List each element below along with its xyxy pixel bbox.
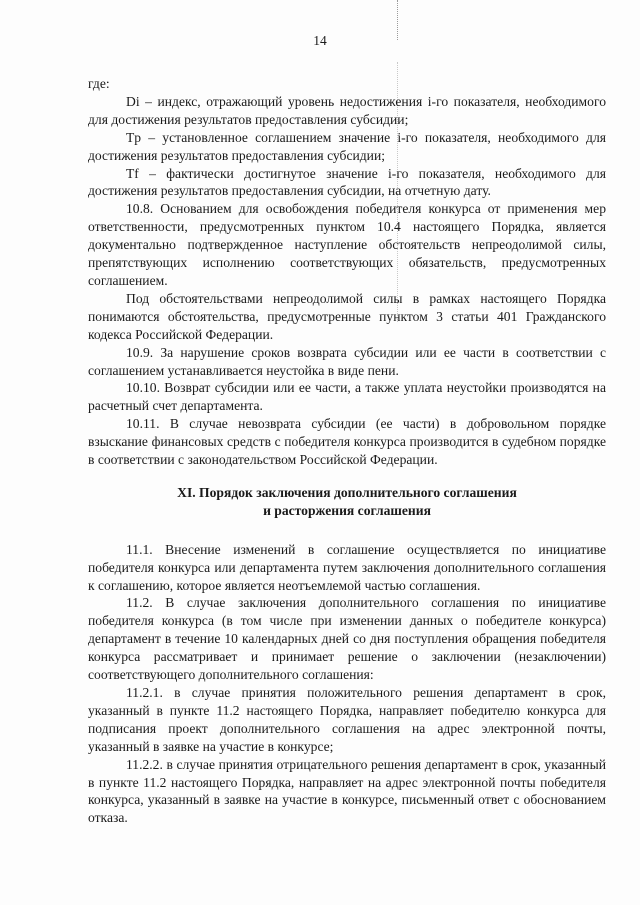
- page-number: 14: [313, 33, 327, 48]
- paragraph-11-2-1: 11.2.1. в случае принятия положительного решения департамент в срок, указанный в пункте 11.2 настоящего Порядка, направляет победителю конкурса для подписания проект дополнительного соглашения на адрес электронной почты, указанный в заявке на участие в конкурсе;: [88, 685, 606, 754]
- paragraph-10-10: 10.10. Возврат субсидии или ее части, а также уплата неустойки производятся на расчетный счет департамента.: [88, 380, 606, 414]
- paragraph-10-9: 10.9. За нарушение сроков возврата субсидии или ее части в соответствии с соглашением устанавливается неустойка в виде пени.: [88, 344, 606, 378]
- section-heading-line-1: XI. Порядок заключения дополнительного соглашения: [177, 484, 517, 500]
- paragraph-force-majeure: Под обстоятельствами непреодолимой силы в рамках настоящего Порядка понимаются обстоятельства, предусмотренные пунктом 3 статьи 401 Гражданского кодекса Российской Федерации.: [88, 290, 606, 342]
- paragraph-11-2-2: 11.2.2. в случае принятия отрицательного решения департамент в срок, указанный в пункте 11.2 настоящего Порядка, направляет на адрес электронной почты победителя конкурса, указанный в заявке на участие в конкурсе, письменный ответ с обоснованием отказа.: [88, 756, 606, 826]
- paragraph-di-definition: Di – индекс, отражающий уровень недостижения i-го показателя, необходимого для достижения результатов предоставления субсидии;: [88, 93, 606, 127]
- paragraph-11-1: 11.1. Внесение изменений в соглашение осуществляется по инициативе победителя конкурса или департамента путем заключения дополнительного соглашения к соглашению, которое является неотъемлемой частью соглашения.: [88, 541, 606, 593]
- paragraph-where: где:: [88, 76, 110, 91]
- paragraph-11-2: 11.2. В случае заключения дополнительного соглашения по инициативе победителя конкурса (в том числе при изменении данных о победителе конкурса) департамент в течение 10 календарных дней со дня поступления обращения победителя конкурса рассматривает и принимает решение о заключении (незаключении) соответствующего дополнительного соглашения:: [88, 595, 606, 683]
- paragraph-tf-definition: Tf – фактически достигнутое значение i-го показателя, необходимого для достижения результатов предоставления субсидии, на отчетную дату.: [88, 165, 606, 199]
- paragraph-tp-definition: Tp – установленное соглашением значение i-го показателя, необходимого для достижения результатов предоставления субсидии;: [88, 129, 606, 163]
- paragraph-10-11: 10.11. В случае невозврата субсидии (ее части) в добровольном порядке взыскание финансовых средств с победителя конкурса производится в судебном порядке в соответствии с законодательством Российской Федерации.: [88, 416, 606, 468]
- section-heading: [88, 484, 606, 520]
- paragraph-10-8: 10.8. Основанием для освобождения победителя конкурса от применения мер ответственности, предусмотренных пунктом 10.4 настоящего Порядка, является документально подтвержденное наступление обстоятельств непреодолимой силы, препятствующих исполнению соответствующих обязательств, предусмотренных соглашением.: [88, 201, 606, 288]
- document-body: [88, 75, 606, 827]
- section-heading-line-2: и расторжения соглашения: [263, 502, 431, 518]
